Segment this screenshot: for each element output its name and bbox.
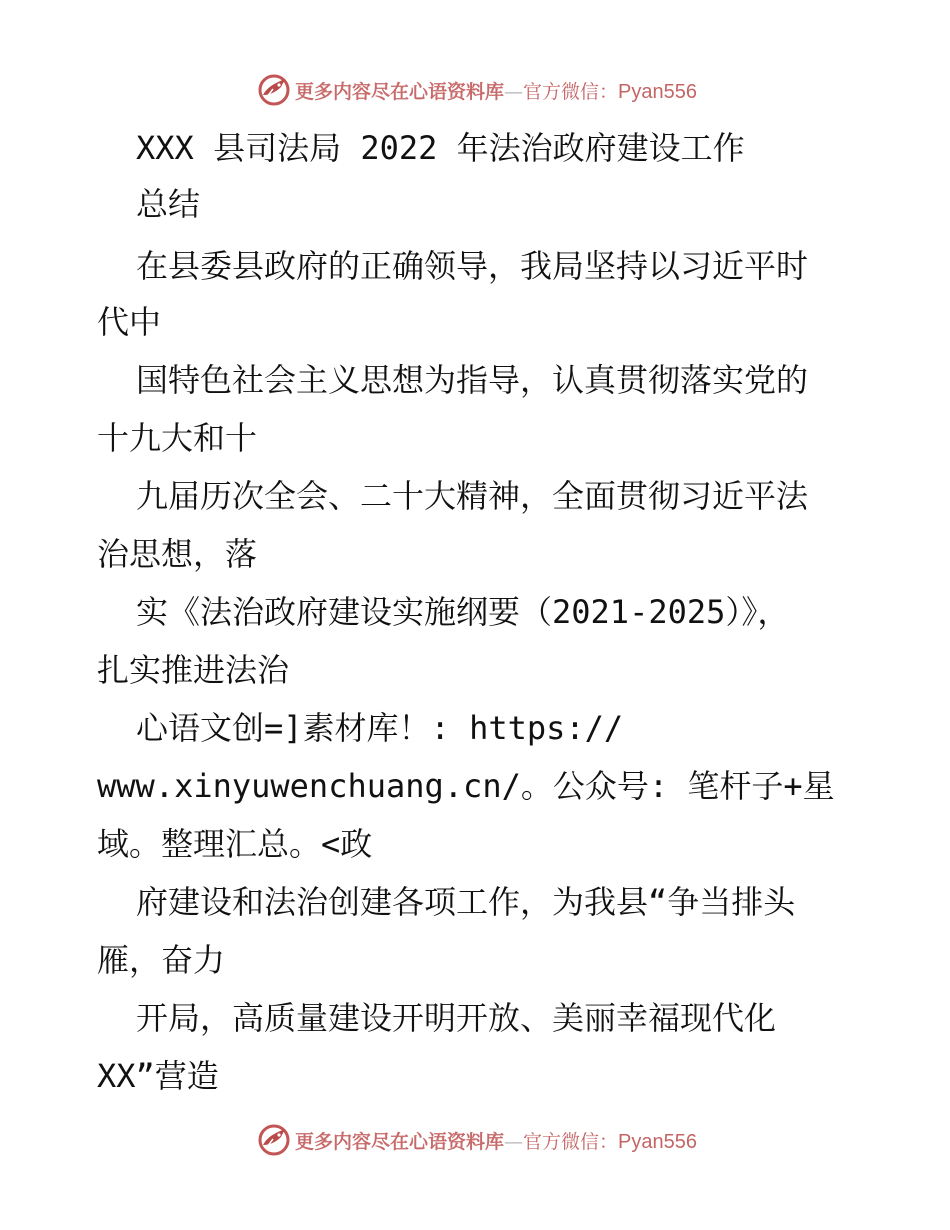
banner-dash: — — [504, 1130, 524, 1153]
banner-text — [295, 1127, 697, 1154]
paragraph-line: XX”营造 — [97, 1057, 219, 1095]
banner-wechat-label: 官方微信： — [523, 1130, 619, 1153]
pen-logo-icon — [257, 1123, 291, 1157]
paragraph-line: 十九大和十 — [97, 419, 258, 457]
header-watermark-banner — [0, 70, 950, 110]
footer-watermark-banner — [0, 1120, 950, 1160]
paragraph-line: 在县委县政府的正确领导，我局坚持以习近平时 — [136, 247, 809, 285]
paragraph-line: www.xinyuwenchuang.cn/。公众号: 笔杆子+星 — [97, 767, 835, 805]
paragraph-line: 心语文创=]素材库！: https:// — [136, 709, 624, 747]
banner-wechat-label: 官方微信： — [523, 80, 619, 103]
banner-wechat-id: Pyan556 — [618, 1130, 697, 1153]
banner-text — [295, 77, 697, 104]
banner-dash: — — [504, 80, 524, 103]
paragraph-line: 域。整理汇总。<政 — [97, 825, 373, 863]
banner-wechat-id: Pyan556 — [618, 80, 697, 103]
banner-main-text: 更多内容尽在心语资料库 — [295, 1130, 505, 1153]
pen-logo-icon — [257, 73, 291, 107]
banner-inner — [257, 73, 697, 107]
paragraph-line: 治思想，落 — [97, 535, 258, 573]
banner-inner — [257, 1123, 697, 1157]
title-line-1: XXX 县司法局 2022 年法治政府建设工作 — [136, 129, 745, 167]
banner-main-text: 更多内容尽在心语资料库 — [295, 80, 505, 103]
paragraph-line: 开局，高质量建设开明开放、美丽幸福现代化 — [136, 999, 777, 1037]
paragraph-line: 代中 — [97, 303, 162, 341]
paragraph-line: 九届历次全会、二十大精神，全面贯彻习近平法 — [136, 477, 809, 515]
paragraph-line: 府建设和法治创建各项工作，为我县“争当排头 — [136, 883, 796, 921]
title-line-2: 总结 — [136, 185, 201, 223]
paragraph-line: 实《法治政府建设实施纲要（2021-2025）》， — [136, 593, 790, 631]
paragraph-line: 国特色社会主义思想为指导，认真贯彻落实党的 — [136, 361, 809, 399]
paragraph-line: 扎实推进法治 — [97, 651, 290, 689]
paragraph-line: 雁，奋力 — [97, 941, 226, 979]
